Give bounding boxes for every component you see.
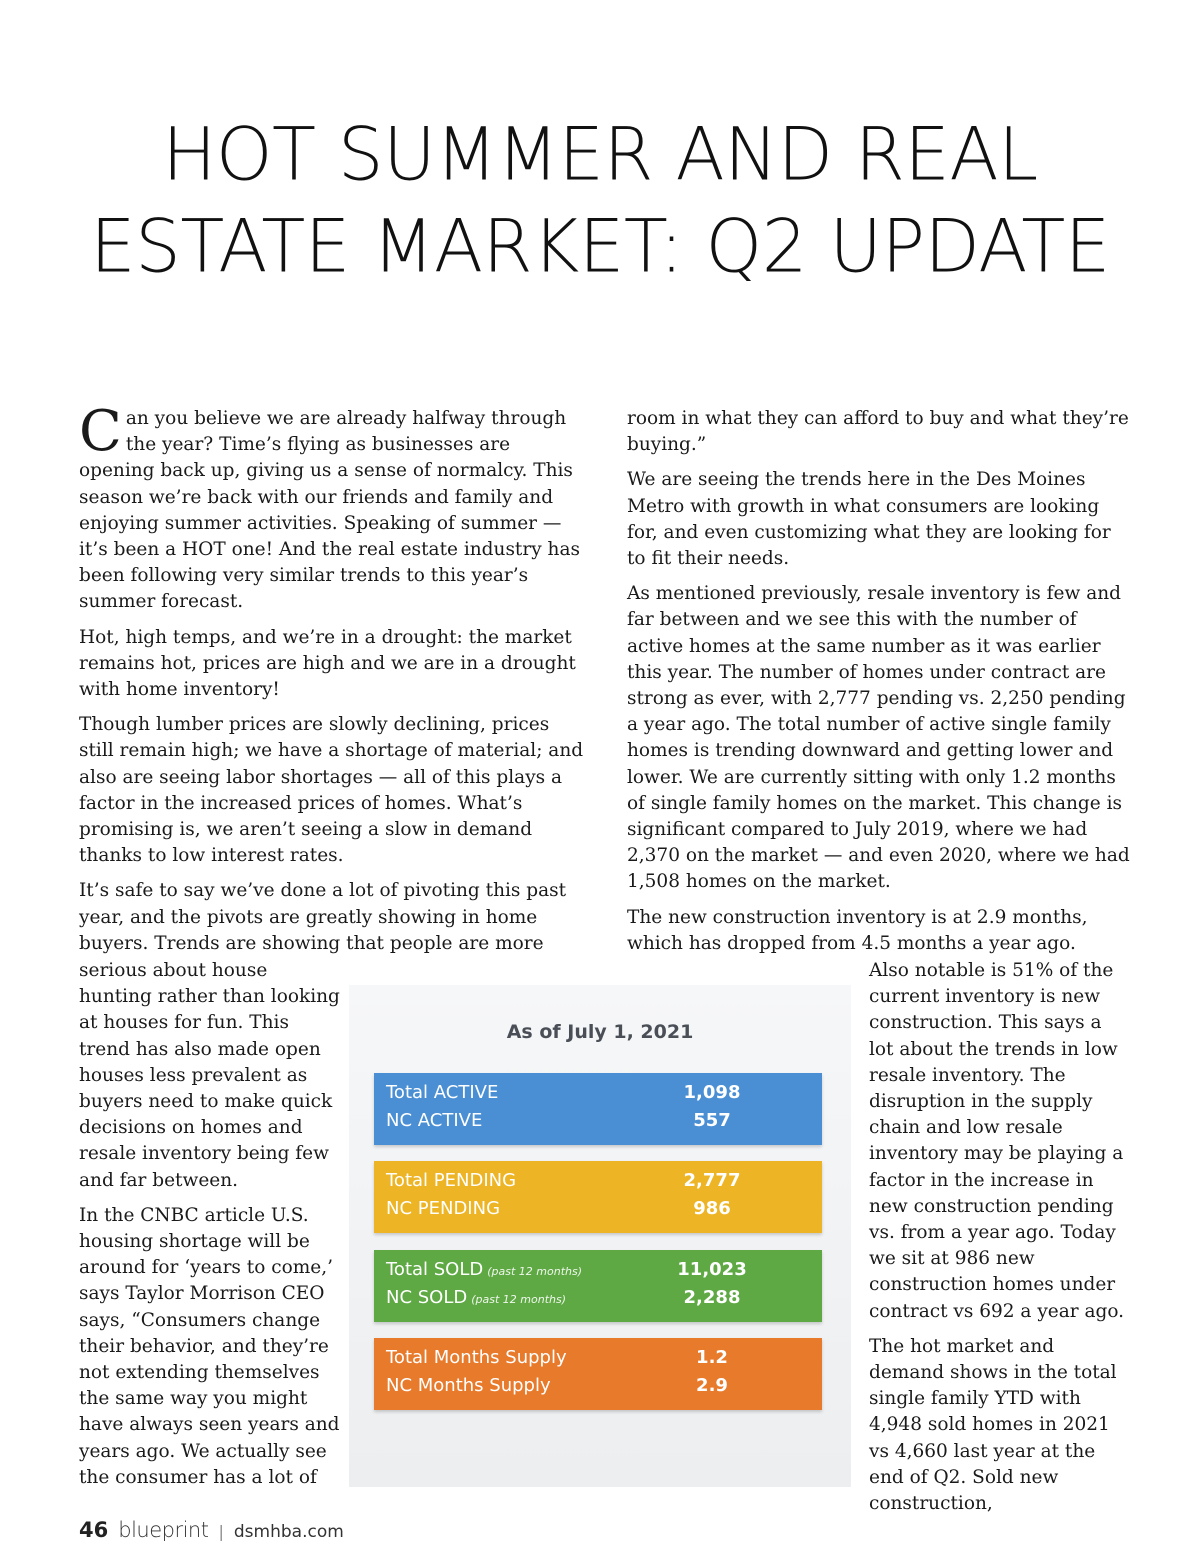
stat-value: 986 [693,1198,731,1219]
sold-stats-box [374,1250,822,1322]
paragraph: We are seeing the trends here in the Des Moines Metro with growth in what consumers are looking for, and even customizing what they are looking for to fit their needs. [627,469,1111,570]
active-stats-box [374,1073,822,1145]
paragraph: In the CNBC article U.S. housing shortage will be around for ‘years to come,’ says Taylor Morrison CEO says, “Consumers change their behavior, and they’re not extending themselves the same way you might have always seen years and years ago. We actually see the consumer has a lot of [79,1204,340,1488]
stat-label: Total Months Supply [386,1347,567,1368]
website-url: dsmhba.com [233,1522,344,1542]
page-footer [79,1518,344,1548]
right-narrow-column [869,958,1131,1526]
paragraph: Also notable is 51% of the current inventory is new construction. This says a lot about the trends in low resale inventory. The disruption in the supply chain and low resale inventory may be playing a factor in the increase in new construction pending vs. from a year ago. Today we sit at 986 new construction homes under contract vs 692 a year ago. [869,960,1125,1322]
stat-value: 11,023 [677,1259,747,1280]
footer-separator: | [218,1522,224,1541]
paragraph: As mentioned previously, resale inventory is few and far between and we see this with the number of active homes at the same number as it was earlier this year. The number of homes under contract are strong as ever, with 2,777 pending vs. 2,250 pending a year ago. The total number of active single family homes is trending downward and getting lower and lower. We are currently sitting with only 1.2 months of single family homes on the market. This change is significant compared to July 2019, where we had 2,370 on the market — and even 2020, where we had 1,508 homes on the market. [627,583,1130,893]
drop-cap: C [79,399,122,464]
intro-text: an you believe we are already halfway through the year? Time’s flying as businesses are opening back up, giving us a sense of normalcy. This season we’re back with our friends and family and enjoying summer activities. Speaking of summer — it’s been a HOT one! And the real estate industry has been following very similar trends to this year’s summer forecast. [79,408,580,613]
paragraph: Hot, high temps, and we’re in a drought: the market remains hot, prices are high and we are in a drought with home inventory! [79,626,576,701]
stat-label: Total ACTIVE [386,1082,499,1103]
right-column [627,406,1132,966]
infographic-heading: As of July 1, 2021 [506,1021,694,1043]
paragraph: The hot market and demand shows in the total single family YTD with 4,948 sold homes in 2021 vs 4,660 last year at the end of Q2. Sold new construction, [869,1335,1117,1515]
article-title [0,108,1200,292]
paragraph: Though lumber prices are slowly declining, prices still remain high; we have a shortage of material; and also are seeing labor shortages — all of this plays a factor in the increased prices of homes. What’s promising is, we aren’t seeing a slow in demand thanks to low interest rates. [79,714,584,867]
stat-label: Total SOLD (past 12 months) [386,1259,583,1280]
stat-sublabel: (past 12 months) [471,1293,567,1306]
stat-value: 2.9 [696,1375,728,1396]
stat-label: NC Months Supply [386,1375,551,1396]
market-stats-infographic [349,985,851,1487]
supply-stats-box [374,1338,822,1410]
paragraph: room in what they can afford to buy and what they’re buying.” [627,408,1129,456]
paragraph: serious about house hunting rather than looking at houses for fun. This trend has also made open houses less prevalent as buyers need to make quick decisions on homes and resale inventory being few and far between. [79,960,340,1191]
stat-value: 2,288 [683,1287,741,1308]
stat-label: Total PENDING [386,1170,517,1191]
stat-value: 1,098 [683,1082,741,1103]
title-line-2: ESTATE MARKET: Q2 UPDATE [90,203,1110,289]
stat-label: NC SOLD (past 12 months) [386,1287,567,1308]
stat-value: 557 [693,1110,731,1131]
stat-sublabel: (past 12 months) [487,1265,583,1278]
stat-label: NC ACTIVE [386,1110,483,1131]
left-column [79,399,584,966]
stat-value: 2,777 [683,1170,741,1191]
paragraph-intro [79,399,584,616]
stat-value: 1.2 [696,1347,728,1368]
paragraph: The new construction inventory is at 2.9 months, which has dropped from 4.5 months a year ago. [627,906,1088,954]
stat-label: NC PENDING [386,1198,501,1219]
page-number: 46 [79,1518,109,1542]
pending-stats-box [374,1161,822,1233]
paragraph: It’s safe to say we’ve done a lot of pivoting this past year, and the pivots are greatly showing in home buyers. Trends are showing that people are more [79,880,567,954]
left-narrow-column [79,958,341,1500]
title-line-1: HOT SUMMER AND REAL [162,111,1038,197]
brand-logo: blueprint [118,1518,209,1542]
